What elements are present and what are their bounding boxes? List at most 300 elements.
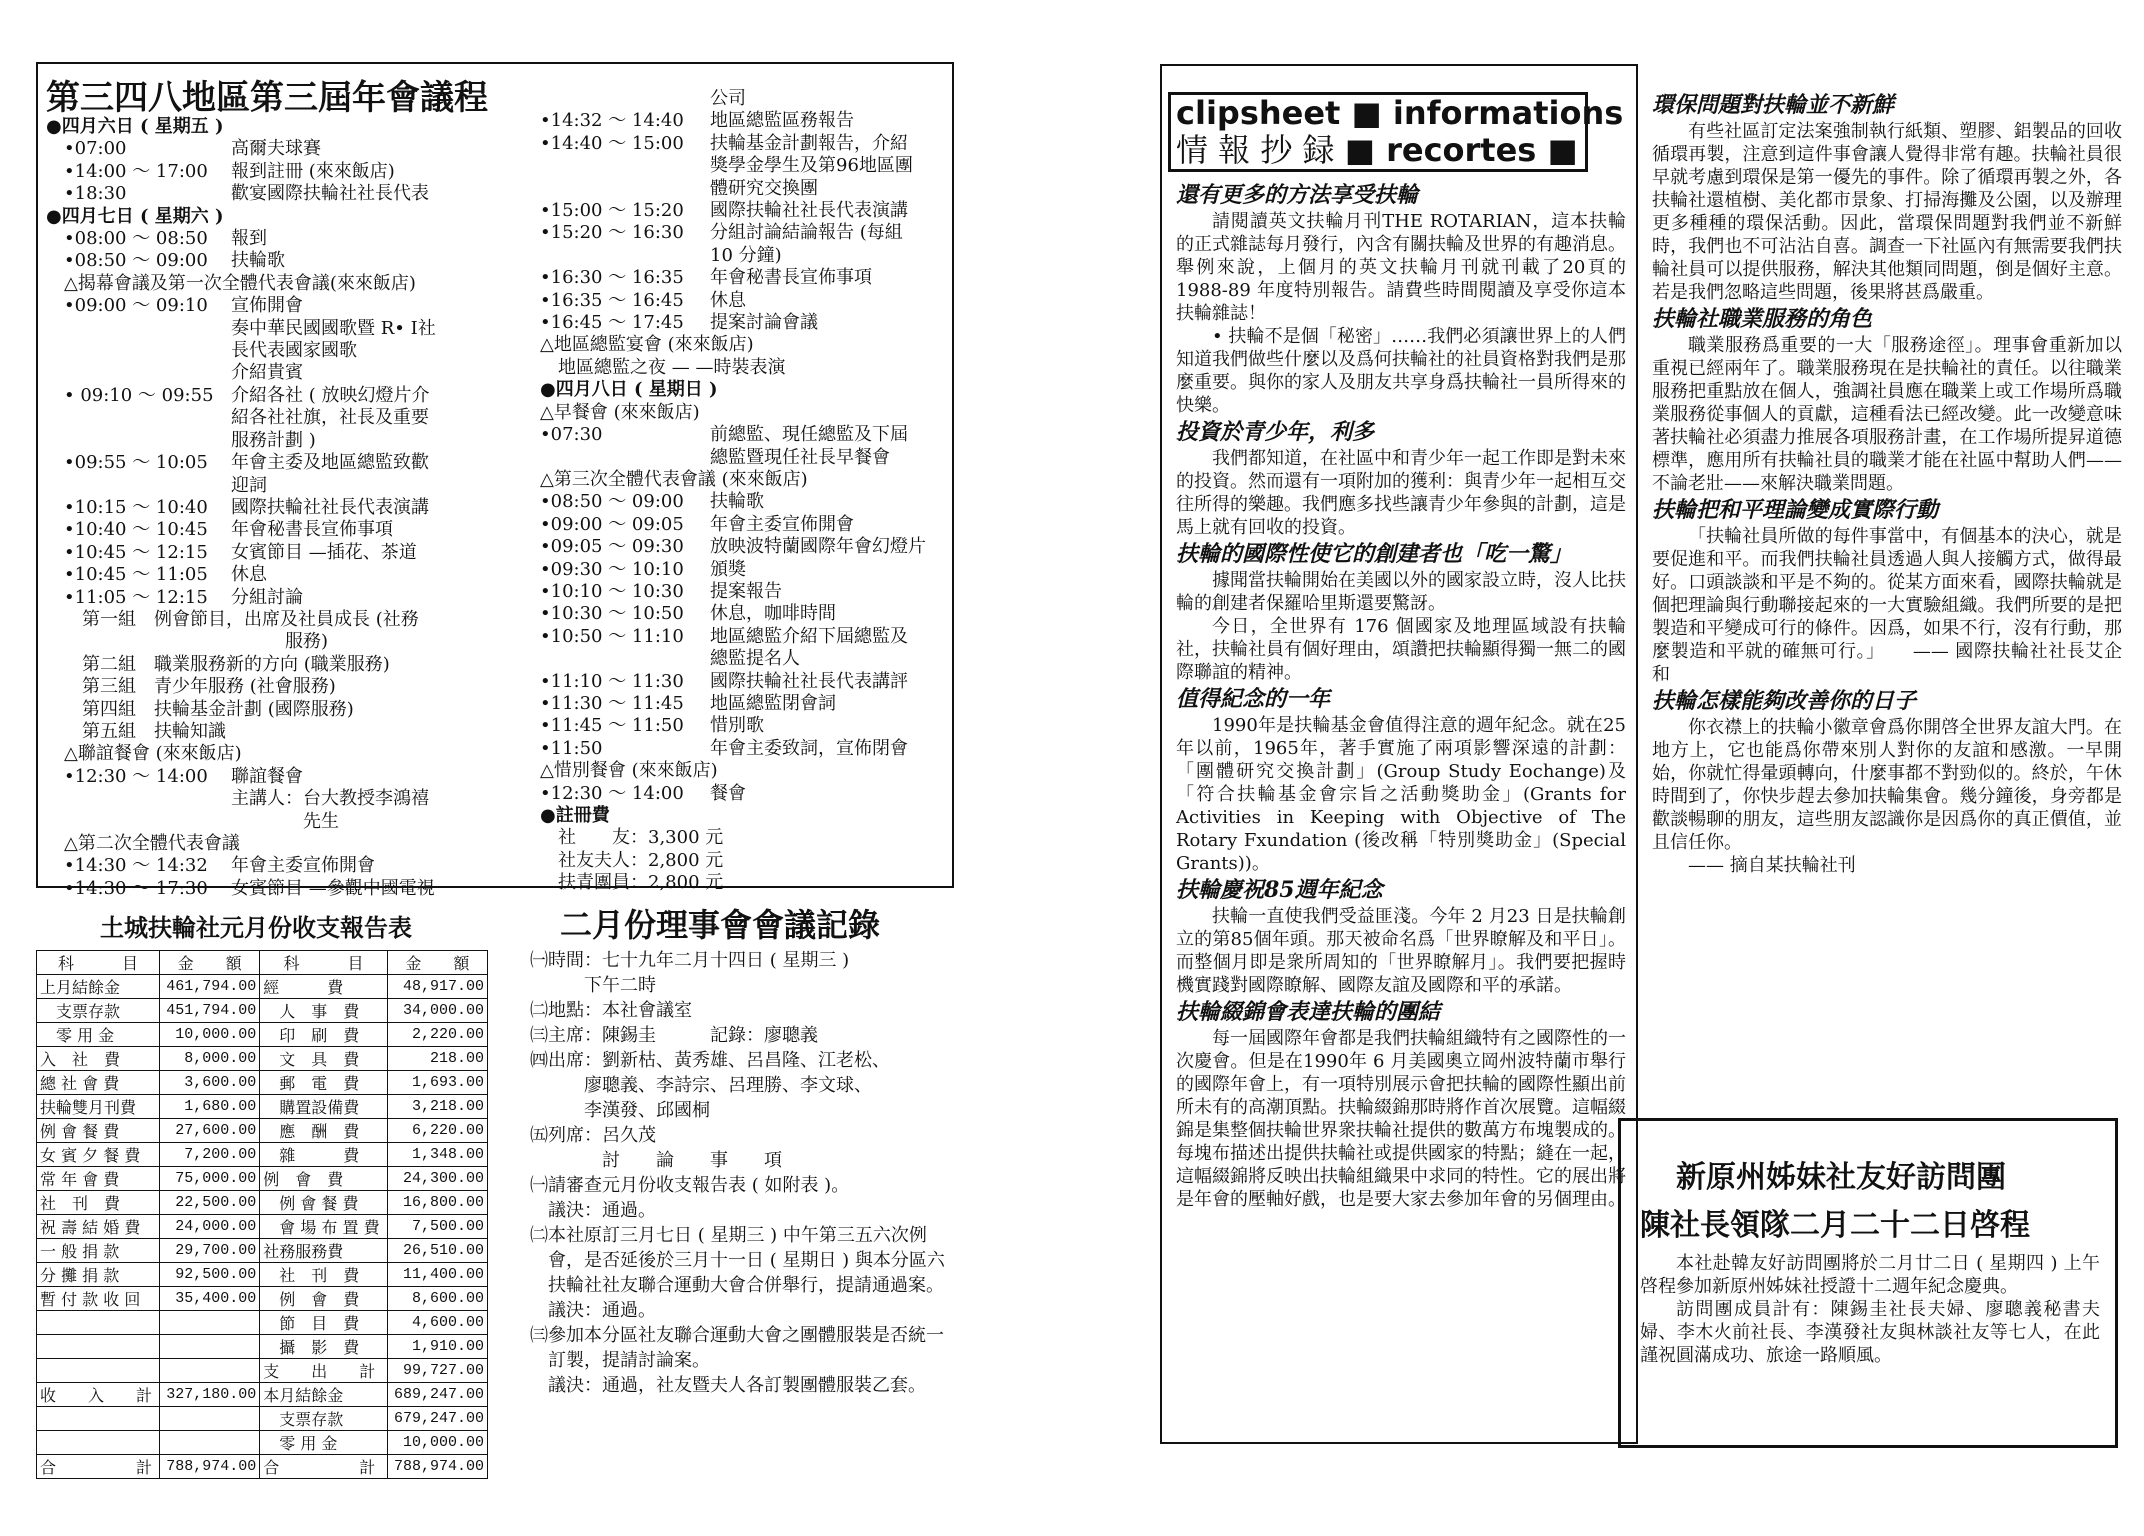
finance-cell: 1,348.00 — [387, 1143, 487, 1167]
agenda-row — [540, 603, 950, 625]
agenda-time: 扶青團員：2,800 元 — [540, 872, 724, 894]
agenda-time: •08:50 ～ 09:00 — [46, 250, 208, 272]
finance-cell: 支 出 計 — [260, 1359, 387, 1383]
minutes-key: ㈤列席： — [530, 1125, 602, 1146]
agenda-row — [540, 559, 950, 581]
agenda-time: •11:30 ～ 11:45 — [540, 692, 684, 714]
agenda-row — [540, 805, 950, 827]
agenda-desc: 休息 — [710, 289, 746, 311]
agenda-desc: 聯誼餐會 — [231, 765, 303, 787]
agenda-desc — [723, 872, 950, 894]
finance-cell — [37, 1359, 160, 1383]
finance-cell: 8,600.00 — [387, 1287, 487, 1311]
finance-cell: 48,917.00 — [387, 975, 487, 999]
agenda-time — [46, 631, 231, 653]
agenda-time: •14:30 ～ 17:30 — [46, 877, 208, 899]
agenda-time — [46, 475, 231, 497]
agenda-time: 第三組 青少年服務 (社會服務) — [46, 676, 336, 698]
agenda-row — [46, 721, 516, 743]
agenda-time: •15:00 ～ 15:20 — [540, 200, 684, 222]
agenda-row — [540, 827, 950, 849]
agenda-time: •09:00 ～ 09:05 — [540, 513, 684, 535]
agenda-time — [540, 447, 710, 469]
minutes-value: 呂久茂 — [602, 1125, 656, 1146]
finance-row — [37, 1215, 488, 1239]
agenda-row — [46, 116, 516, 138]
agenda-desc: 報到註冊 (來來飯店) — [231, 160, 395, 182]
agenda-time: △惜別餐會 (來來飯店) — [540, 760, 718, 782]
article-heading: 投資於青少年，利多 — [1176, 419, 1375, 445]
agenda-time: ●四月八日 ( 星期日 ) — [540, 379, 718, 401]
minutes-item — [530, 998, 950, 1023]
agenda-desc — [700, 402, 950, 424]
agenda-row — [46, 766, 516, 788]
finance-row — [37, 1047, 488, 1071]
minutes-value: 下午二時 — [530, 975, 656, 996]
agenda-time: 社友夫人：2,800 元 — [540, 849, 724, 871]
agenda-desc: 紹各社社旗，社長及重要 — [231, 407, 429, 429]
agenda-time: •09:05 ～ 09:30 — [540, 536, 684, 558]
agenda-desc: 年會主委致詞，宣佈閉會 — [710, 737, 908, 759]
agenda-time: •16:45 ～ 17:45 — [540, 312, 684, 334]
finance-cell: 788,974.00 — [159, 1455, 259, 1479]
agenda-row — [540, 738, 950, 760]
finance-cell: 科 目 — [37, 951, 160, 975]
agenda-time — [46, 340, 231, 362]
agenda-desc: 前總監、現任總監及下屆 — [710, 424, 908, 446]
agenda-time: •07:00 — [46, 138, 127, 160]
minutes-key: ㈡地點： — [530, 1000, 602, 1021]
agenda-row — [46, 609, 516, 631]
agenda-time — [540, 648, 710, 670]
article-heading: 扶輪的國際性使它的創建者也「吃一驚」 — [1176, 541, 1573, 567]
minutes-title: 二月份理事會會議記錄 — [560, 906, 881, 944]
finance-row — [37, 975, 488, 999]
article-paragraph: 你衣襟上的扶輪小徽章會爲你開啓全世界友誼大門。在地方上，它也能爲你帶來別人對你的友誼和感激。一早開始，你就忙得暈頭轉向，什麼事都不對勁似的。終於，午休時間到了，你快步趕去參加扶輪集會。幾分鐘後，身旁都是歡談暢聊的朋友，這些朋友認識你是因爲你的真正價值，並且信任你。 — [1652, 717, 2122, 853]
finance-cell: 7,200.00 — [159, 1143, 259, 1167]
finance-row — [37, 1455, 488, 1479]
agenda-row — [46, 452, 516, 474]
agenda-desc: 年會秘書長宣佈事項 — [710, 267, 872, 289]
finance-cell: 文 具 費 — [260, 1047, 387, 1071]
agenda-row — [46, 407, 516, 429]
agenda-desc — [610, 805, 950, 827]
finance-cell: 支票存款 — [37, 999, 160, 1023]
agenda-desc — [754, 334, 950, 356]
finance-cell: 暫 付 款 收 回 — [37, 1287, 160, 1311]
agenda-time: •10:10 ～ 10:30 — [540, 580, 684, 602]
agenda-row — [540, 290, 950, 312]
agenda-row — [540, 447, 950, 469]
article-paragraph: —— 摘自某扶輪社刊 — [1688, 855, 1856, 876]
finance-cell: 合 計 — [260, 1455, 387, 1479]
agenda-time: •10:45 ～ 11:05 — [46, 564, 208, 586]
agenda-desc: 介紹各社 ( 放映幻燈片介 — [231, 384, 430, 406]
agenda-time: •12:30 ～ 14:00 — [540, 782, 684, 804]
agenda-row — [540, 850, 950, 872]
article-paragraph: 今日，全世界有 176 個國家及地理區域設有扶輪社，扶輪社員有個好理由，頌讚把扶輪顯得獨一無二的國際聯誼的精神。 — [1176, 616, 1626, 683]
minutes-value: 本社原訂三月七日 ( 星期三 ) 中午第三五六次例會，是否延後於三月十一日 ( 星期日 ) 與本分區六扶輪社社友聯合運動大會合併舉行，提請通過案。 — [548, 1225, 945, 1296]
agenda-row — [46, 855, 516, 877]
agenda-time — [46, 788, 231, 810]
clipsheet-banner-line2 — [1176, 132, 1578, 168]
agenda-desc: 扶輪歌 — [231, 250, 285, 272]
agenda-row — [540, 872, 950, 894]
finance-cell: 327,180.00 — [159, 1383, 259, 1407]
article-heading: 扶輪怎樣能夠改善你的日子 — [1652, 688, 1917, 714]
agenda-time: △地區總監宴會 (來來飯店) — [540, 334, 754, 356]
agenda-row — [46, 676, 516, 698]
agenda-desc: 迎詞 — [231, 474, 267, 496]
agenda-desc: 女賓節目 —插花、茶道 — [231, 541, 417, 563]
minutes-key: ㈠時間： — [530, 950, 602, 971]
agenda-row — [46, 654, 516, 676]
agenda-row — [46, 564, 516, 586]
finance-row — [37, 1407, 488, 1431]
agenda-row — [46, 833, 516, 855]
finance-cell: 218.00 — [387, 1047, 487, 1071]
agenda-desc — [723, 850, 950, 872]
agenda-row — [46, 631, 516, 653]
finance-cell: 1,910.00 — [387, 1335, 487, 1359]
finance-cell: 16,800.00 — [387, 1191, 487, 1215]
article-paragraph: 有些社區訂定法案強制執行紙類、塑膠、鋁製品的回收循環再製，注意到這件事會讓人覺得非常有趣。扶輪社員很早就考慮到環保是第一優先的事件。除了循環再製之外，各扶輪社還植樹、美化都市景象、打掃海攤及公園，以及辦理更多種種的環保活動。因此，當環保問題對我們並不新鮮時，我們也不可沾沾自喜。調查一下社區內有無需要我們扶輪社員可以提供服務，解決其他類同問題，倒是個好主意。若是我們忽略這些問題，後果將甚爲嚴重。 — [1652, 121, 2122, 303]
agenda-desc: 年會秘書長宣佈事項 — [231, 519, 393, 541]
minutes-key: ㈢主席： — [530, 1025, 602, 1046]
finance-row — [37, 999, 488, 1023]
finance-cell: 461,794.00 — [159, 975, 259, 999]
agenda-desc: 提案報告 — [710, 580, 782, 602]
visit-paragraph-1: 本社赴韓友好訪問團將於二月廿二日 ( 星期四 ) 上午啓程參加新原州姊妹社授證十二週年紀念慶典。 — [1640, 1253, 2100, 1297]
agenda-desc: 介紹貴賓 — [231, 362, 303, 384]
agenda-desc — [808, 469, 950, 491]
finance-cell: 祝 壽 結 婚 費 — [37, 1215, 160, 1239]
agenda-time: • 09:10 ～ 09:55 — [46, 384, 214, 406]
agenda-row — [540, 626, 950, 648]
finance-cell — [37, 1335, 160, 1359]
minutes-value: 七十九年二月十四日 ( 星期三 ) — [602, 950, 850, 971]
agenda-time: •08:00 ～ 08:50 — [46, 228, 208, 250]
agenda-desc — [354, 699, 516, 721]
finance-cell: 689,247.00 — [387, 1383, 487, 1407]
agenda-row — [540, 491, 950, 513]
finance-cell — [159, 1311, 259, 1335]
minutes-value: 參加本分區社友聯合運動大會之團體服裝是否統一訂製，提請討論案。 — [548, 1325, 944, 1371]
agenda-time: ●四月七日 ( 星期六 ) — [46, 205, 224, 227]
agenda-time: •07:30 — [540, 424, 603, 446]
clipsheet-banner-chinese: 情 報 抄 録 — [1176, 131, 1335, 169]
agenda-time — [540, 155, 710, 177]
finance-cell: 合 計 — [37, 1455, 160, 1479]
agenda-desc: 扶輪基金計劃報告，介紹 — [710, 132, 908, 154]
clipsheet-banner-recortes: ■ recortes ■ — [1344, 131, 1578, 169]
agenda-time: •11:05 ～ 12:15 — [46, 586, 208, 608]
article-paragraph: 扶輪一直使我們受益匪淺。今年 2 月23 日是扶輪創立的第85個年頭。那天被命名爲「世界瞭解及和平日」。而整個月即是衆所周知的「世界瞭解月」。我們要把握時機實踐對國際瞭解、國際友誼及國際和平的承諾。 — [1176, 906, 1626, 996]
article-paragraph: 我們都知道，在社區中和青少年一起工作即是對未來的投資。然而還有一項附加的獲利：與青少年一起相互交往所得的樂趣。我們應多找些讓青少年參與的計劃，這是馬上就有回收的投資。 — [1176, 448, 1626, 538]
finance-row — [37, 1167, 488, 1191]
agenda-time: △聯誼餐會 (來來飯店) — [46, 743, 242, 765]
agenda-desc: 扶輪歌 — [710, 491, 764, 513]
finance-cell: 扶輪雙月刊費 — [37, 1095, 160, 1119]
agenda-desc: 地區總監介紹下屆總監及 — [710, 625, 908, 647]
finance-cell: 例 會 餐 費 — [37, 1119, 160, 1143]
article-paragraph: 「扶輪社員所做的每件事當中，有個基本的決心，就是要促進和平。而我們扶輪社員透過人與人接觸方式，做得最好。口頭談談和平是不夠的。從某方面來看，國際扶輪就是個把理論與行動聯接起來的一大實驗組織。我們所要的是把製造和平變成可行的條件。因爲，如果不行，沒有行動，那麼製造和平就的確無可行。」 —— 國際扶輪社社長艾企和 — [1652, 526, 2122, 685]
agenda-time: △第二次全體代表會議 — [46, 833, 240, 854]
visit-paragraph-2: 訪問團成員計有：陳錫圭社長夫婦、廖聰義秘書夫婦、李木火前社長、李漢發社友與林談社友等七人，在此謹祝圓滿成功、旅途一路順風。 — [1640, 1299, 2100, 1366]
agenda-row — [540, 536, 950, 558]
agenda-time: 第一組 例會節目，出席及社員成長 (社務 — [46, 608, 419, 630]
agenda-row — [540, 671, 950, 693]
clipsheet-banner-line1: clipsheet ■ informations — [1176, 94, 1624, 132]
agenda-row — [540, 424, 950, 446]
finance-row — [37, 1095, 488, 1119]
agenda-desc: 國際扶輪社社長代表演講 — [231, 496, 429, 518]
agenda-time: •09:00 ～ 09:10 — [46, 295, 208, 317]
agenda-row — [540, 133, 950, 155]
agenda-desc: 地區總監閉會詞 — [710, 692, 836, 714]
agenda-time: •08:50 ～ 09:00 — [540, 491, 684, 513]
agenda-time: •14:40 ～ 15:00 — [540, 132, 684, 154]
finance-row — [37, 1023, 488, 1047]
minutes-value: 本社會議室 — [602, 1000, 692, 1021]
finance-cell: 4,600.00 — [387, 1311, 487, 1335]
finance-cell: 應 酬 費 — [260, 1119, 387, 1143]
agenda-time: 第四組 扶輪基金計劃 (國際服務) — [46, 698, 354, 720]
minutes-value: 李漢發、邱國桐 — [530, 1100, 710, 1121]
agenda-desc: 總監提名人 — [710, 648, 800, 670]
agenda-desc: 長代表國家國歌 — [231, 340, 357, 362]
minutes-item — [530, 948, 950, 973]
finance-row — [37, 1263, 488, 1287]
agenda-row — [46, 587, 516, 609]
agenda-time: 社 友：3,300 元 — [540, 827, 724, 849]
agenda-row — [46, 878, 516, 900]
finance-cell: 金 額 — [387, 951, 487, 975]
agenda-time — [540, 88, 710, 110]
agenda-row — [540, 200, 950, 222]
finance-cell: 例 會 餐 費 — [260, 1191, 387, 1215]
agenda-desc: 10 分鐘) — [710, 244, 782, 266]
agenda-time: ●四月六日 ( 星期五 ) — [46, 116, 224, 137]
finance-row — [37, 1311, 488, 1335]
agenda-desc: 休息 — [231, 564, 267, 586]
finance-cell: 10,000.00 — [159, 1023, 259, 1047]
agenda-desc — [416, 273, 516, 295]
agenda-desc: 獎學金學生及第96地區團 — [710, 155, 913, 177]
finance-cell: 雜 費 — [260, 1143, 387, 1167]
agenda-row — [46, 295, 516, 317]
minutes-key: ㈣出席： — [530, 1050, 602, 1071]
agenda-desc: 放映波特蘭國際年會幻燈片 — [710, 536, 926, 558]
agenda-time: •10:40 ～ 10:45 — [46, 519, 208, 541]
minutes-item — [530, 1073, 950, 1098]
agenda-time: ●註冊費 — [540, 805, 610, 826]
agenda-row — [46, 273, 516, 295]
agenda-time: •10:45 ～ 12:15 — [46, 541, 208, 563]
agenda-desc: 頒獎 — [710, 558, 746, 580]
agenda-row — [46, 519, 516, 541]
agenda-desc: 國際扶輪社社長代表講評 — [710, 670, 908, 692]
agenda-row — [46, 340, 516, 362]
finance-cell — [159, 1335, 259, 1359]
minutes-list — [530, 948, 950, 1398]
finance-row — [37, 1359, 488, 1383]
finance-cell: 92,500.00 — [159, 1263, 259, 1287]
finance-cell: 2,220.00 — [387, 1023, 487, 1047]
finance-cell: 24,300.00 — [387, 1167, 487, 1191]
agenda-right-column — [540, 88, 950, 895]
finance-cell: 451,794.00 — [159, 999, 259, 1023]
agenda-desc — [718, 760, 950, 782]
agenda-row — [540, 155, 950, 177]
agenda-desc — [723, 827, 950, 849]
finance-cell: 科 目 — [260, 951, 387, 975]
agenda-time — [46, 318, 231, 340]
finance-cell: 26,510.00 — [387, 1239, 487, 1263]
agenda-desc: 提案討論會議 — [710, 312, 818, 334]
agenda-desc — [242, 743, 516, 765]
finance-cell: 75,000.00 — [159, 1167, 259, 1191]
minutes-item — [530, 1373, 950, 1398]
agenda-desc: 女賓節目 —參觀中國電視 — [231, 877, 435, 899]
finance-cell: 本月結餘金 — [260, 1383, 387, 1407]
finance-cell: 社 刊 費 — [37, 1191, 160, 1215]
agenda-row — [46, 788, 516, 810]
agenda-row — [540, 693, 950, 715]
agenda-time: •16:35 ～ 16:45 — [540, 289, 684, 311]
finance-cell: 1,680.00 — [159, 1095, 259, 1119]
finance-row — [37, 1191, 488, 1215]
agenda-desc: 先生 — [231, 810, 339, 832]
agenda-desc: 餐會 — [710, 782, 746, 804]
minutes-value: 議決：通過，社友暨夫人各訂製團體服裝乙套。 — [530, 1375, 926, 1396]
finance-cell: 35,400.00 — [159, 1287, 259, 1311]
agenda-time: •16:30 ～ 16:35 — [540, 267, 684, 289]
article-paragraph: 職業服務爲重要的一大「服務途徑」。理事會重新加以重視已經兩年了。職業服務現在是扶輪社的責任。以往職業服務把重點放在個人，強調社員應在職業上或工作場所爲職業服務從事個人的貢獻，這種看法已經改變。此一改變意味著扶輪社必須盡力推展各項服務計畫，在工作場所提昇道德標準，應用所有扶輪社員的職業才能在社區中幫助人們——不論老壯——來解決職業問題。 — [1652, 335, 2122, 494]
finance-cell: 7,500.00 — [387, 1215, 487, 1239]
finance-cell: 收 入 計 — [37, 1383, 160, 1407]
article-heading: 扶輪把和平理論變成實際行動 — [1652, 497, 1939, 523]
agenda-row — [46, 183, 516, 205]
agenda-time: •12:30 ～ 14:00 — [46, 765, 208, 787]
minutes-value: 劉新枯、黃秀雄、呂昌隆、江老松、 — [602, 1050, 890, 1071]
finance-cell: 11,400.00 — [387, 1263, 487, 1287]
agenda-row — [540, 110, 950, 132]
finance-cell: 6,220.00 — [387, 1119, 487, 1143]
finance-row — [37, 1335, 488, 1359]
agenda-time: •10:30 ～ 10:50 — [540, 603, 684, 625]
agenda-desc — [785, 357, 950, 379]
agenda-row — [46, 138, 516, 160]
article-paragraph: 每一屆國際年會都是我們扶輪組織特有之國際性的一次慶會。但是在1990年 6 月美國奧立岡州波特蘭市舉行的國際年會上，有一項特別展示會把扶輪的國際性顯出前所未有的高潮頂點。扶輪綴錦那時將作首次展覽。這幅綴錦是集整個扶輪世界衆扶輪社提供的數萬方布塊製成的。每塊布描述出提供扶輪社或提供國家的特點；縫在一起，這幅綴錦將反映出扶輪組織果中求同的特性。它的展出將是年會的壓軸好戲，也是要大家去參加年會的另個理由。 — [1176, 1028, 1626, 1210]
minutes-item — [530, 1123, 950, 1148]
article-paragraph: • 扶輪不是個「秘密」……我們必須讓世界上的人們知道我們做些什麼以及爲何扶輪社的社員資格對我們是那麼重要。與你的家人及朋友共享身爲扶輪社一員所得來的快樂。 — [1176, 326, 1626, 416]
agenda-row — [46, 362, 516, 384]
agenda-time: •09:30 ～ 10:10 — [540, 558, 684, 580]
finance-cell: 人 事 費 — [260, 999, 387, 1023]
agenda-desc: 年會主委宣佈開會 — [710, 513, 854, 535]
finance-cell: 常 年 會 費 — [37, 1167, 160, 1191]
right-column-articles — [1652, 90, 2122, 877]
agenda-row — [540, 648, 950, 670]
finance-cell: 例 會 費 — [260, 1287, 387, 1311]
minutes-key: ㈡ — [530, 1225, 548, 1246]
agenda-desc: 高爾夫球賽 — [231, 138, 321, 160]
agenda-row — [46, 318, 516, 340]
visit-title-2: 陳社長領隊二月二十二日啓程 — [1640, 1208, 2030, 1243]
minutes-item — [530, 1098, 950, 1123]
agenda-row — [46, 250, 516, 272]
agenda-row — [46, 743, 516, 765]
finance-cell: 679,247.00 — [387, 1407, 487, 1431]
agenda-row — [540, 88, 950, 110]
agenda-time: △早餐會 (來來飯店) — [540, 401, 700, 423]
finance-cell: 分 攤 捐 款 — [37, 1263, 160, 1287]
agenda-desc: 休息，咖啡時間 — [710, 603, 836, 625]
agenda-desc: 公司 — [710, 88, 746, 109]
agenda-time — [540, 178, 710, 200]
agenda-row — [540, 379, 950, 401]
finance-row — [37, 1287, 488, 1311]
agenda-row — [46, 811, 516, 833]
finance-cell — [159, 1407, 259, 1431]
agenda-row — [540, 334, 950, 356]
agenda-time: •14:32 ～ 14:40 — [540, 110, 684, 132]
agenda-time: △揭幕會議及第一次全體代表會議(來來飯店) — [46, 272, 416, 294]
agenda-desc — [224, 206, 516, 228]
minutes-item — [530, 1148, 950, 1173]
agenda-desc: 服務) — [231, 631, 329, 653]
finance-cell: 22,500.00 — [159, 1191, 259, 1215]
finance-cell: 購置設備費 — [260, 1095, 387, 1119]
agenda-row — [46, 228, 516, 250]
agenda-row — [46, 699, 516, 721]
agenda-time: 第二組 職業服務新的方向 (職業服務) — [46, 653, 390, 675]
agenda-desc: 宣佈開會 — [231, 295, 303, 317]
agenda-time: •14:30 ～ 14:32 — [46, 855, 208, 877]
finance-cell — [159, 1431, 259, 1455]
agenda-title: 第三四八地區第三屆年會議程 — [46, 78, 488, 118]
finance-cell: 27,600.00 — [159, 1119, 259, 1143]
finance-cell: 10,000.00 — [387, 1431, 487, 1455]
minutes-value: 議決：通過。 — [530, 1300, 656, 1321]
minutes-key: ㈠ — [530, 1175, 548, 1196]
finance-table-wrap — [36, 950, 488, 1479]
agenda-time: △第三次全體代表會議 (來來飯店) — [540, 468, 808, 490]
article-paragraph: 1990年是扶輪基金會值得注意的週年紀念。就在25年以前，1965年，著手實施了兩項影響深遠的計劃：「團體研究交換計劃」(Group Study Eochange)及「符合扶輪基金會宗旨之活動獎助金」(Grants for Activities in Keeping with Objective of The Rotary Fxundation (後改稱「特別獎助金」(Special Grants))。 — [1176, 715, 1626, 874]
minutes-value: 請審查元月份收支報告表 ( 如附表 )。 — [548, 1175, 850, 1196]
agenda-desc — [419, 609, 516, 631]
agenda-time — [540, 245, 710, 267]
article-paragraph: 請閱讀英文扶輪月刊THE ROTARIAN，這本扶輪的正式雜誌每月發行，內含有關扶輪及世界的有趣消息。舉例來說，上個月的英文扶輪月刊就刊載了20頁的 1988-89 年度特別報告。請費些時間閱讀及享受你這本扶輪雜誌！ — [1176, 211, 1626, 324]
agenda-row — [46, 430, 516, 452]
finance-cell: 24,000.00 — [159, 1215, 259, 1239]
finance-cell: 3,600.00 — [159, 1071, 259, 1095]
minutes-value: 廖聰義、李詩宗、呂理勝、李文球、 — [530, 1075, 872, 1096]
agenda-row — [540, 245, 950, 267]
agenda-time: •15:20 ～ 16:30 — [540, 222, 684, 244]
finance-cell: 零 用 金 — [260, 1431, 387, 1455]
agenda-row — [540, 357, 950, 379]
agenda-time — [46, 362, 231, 384]
agenda-row — [540, 402, 950, 424]
agenda-row — [540, 222, 950, 244]
finance-cell: 3,218.00 — [387, 1095, 487, 1119]
article-heading: 扶輪社職業服務的角色 — [1652, 306, 1873, 332]
finance-cell: 總 社 會 費 — [37, 1071, 160, 1095]
minutes-value: 討 論 事 項 — [530, 1150, 782, 1171]
agenda-row — [46, 161, 516, 183]
